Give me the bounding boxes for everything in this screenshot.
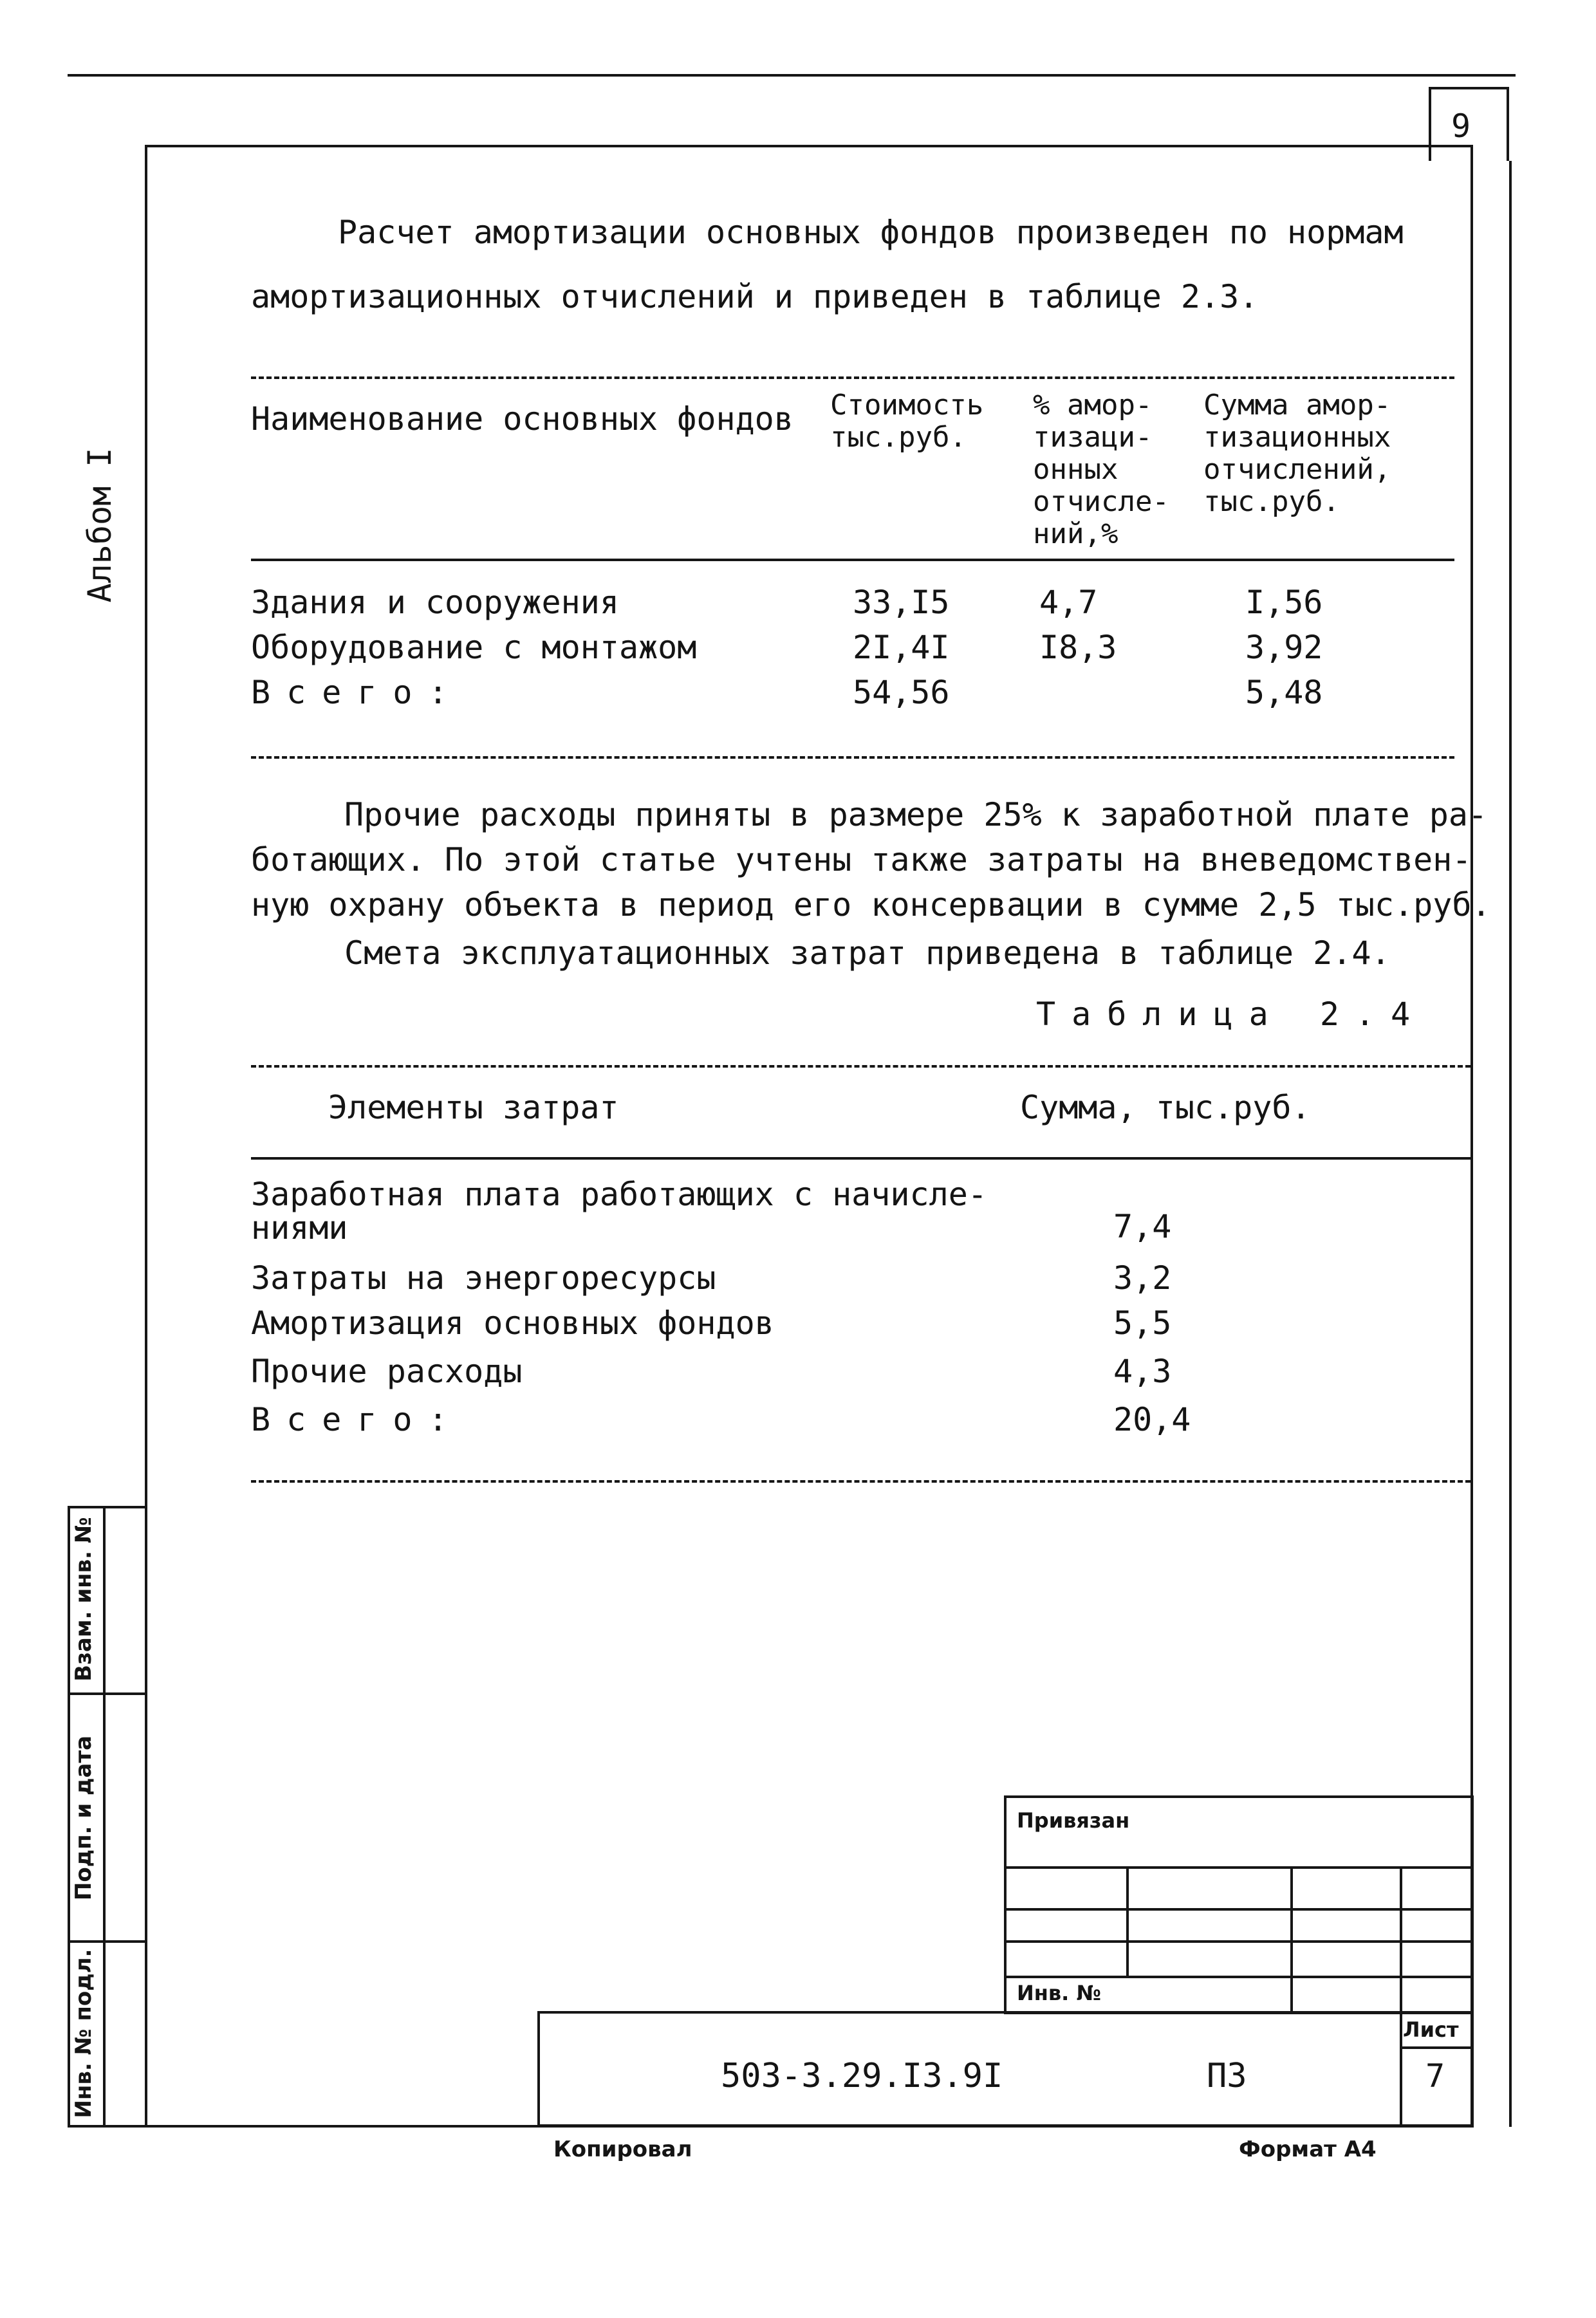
left-strip-top: [68, 1506, 145, 1508]
podp-data-label: Подп. и дата: [71, 1735, 97, 1901]
para2-line-4: Смета эксплуатационных затрат приведена в таблице 2.4.: [344, 934, 1391, 972]
table23-header-sum: [1203, 389, 1391, 518]
privyazan-col1: [1126, 1866, 1129, 1976]
header-pct-line: ний,%: [1033, 517, 1118, 550]
list-label: Лист: [1403, 2017, 1459, 2042]
page-number: 9: [1451, 107, 1471, 145]
left-strip-inner: [103, 1506, 106, 2125]
intro-line-2: амортизационных отчислений и приведен в таблице 2.3.: [251, 278, 1259, 315]
privyazan-rule1: [1004, 1866, 1474, 1869]
table24-header-rule: [251, 1157, 1471, 1160]
table24-row4-element: Прочие расходы: [251, 1353, 523, 1390]
table23-header-name: Наименование основных фондов: [251, 400, 793, 438]
header-cost-line: тыс.руб.: [830, 421, 967, 454]
table23-row2-name: Оборудование с монтажом: [251, 629, 697, 666]
privyazan-label: Привязан: [1017, 1808, 1130, 1833]
table23-bottom-rule: [251, 756, 1454, 759]
table23-total-sum: 5,48: [1245, 674, 1323, 711]
table23-row1-cost: 33,I5: [853, 584, 950, 621]
privyazan-rule3: [1004, 1940, 1474, 1943]
header-sum-line: Сумма амор-: [1203, 389, 1391, 422]
privyazan-col2: [1290, 1866, 1293, 2014]
table24-top-rule: [251, 1065, 1471, 1068]
doc-code: 503-3.29.I3.9I: [721, 2057, 1003, 2095]
table24-header-sum: Сумма, тыс.руб.: [1020, 1089, 1311, 1126]
table24-bottom-rule: [251, 1480, 1471, 1483]
table23-total-cost: 54,56: [853, 674, 950, 711]
inv-podl-label: Инв. № подл.: [71, 1949, 97, 2119]
row-element-line: ниями: [251, 1209, 348, 1247]
footer-copied: Копировал: [553, 2137, 692, 2162]
table24-row1-sum: 7,4: [1113, 1208, 1172, 1245]
sheet-number: 7: [1425, 2057, 1445, 2095]
table24-row1-element: [251, 1178, 987, 1245]
table24-row2-sum: 3,2: [1113, 1259, 1172, 1297]
header-pct-line: тизаци-: [1033, 421, 1153, 454]
row-element-line: Заработная плата работающих с начисле-: [251, 1176, 987, 1213]
doc-type: ПЗ: [1207, 2057, 1247, 2095]
table23-row1-name: Здания и сооружения: [251, 584, 619, 621]
intro-line-1: Расчет амортизации основных фондов произведен по нормам: [338, 214, 1404, 251]
header-pct-line: отчисле-: [1033, 485, 1169, 518]
left-strip-div2: [68, 1940, 145, 1943]
table23-row2-cost: 2I,4I: [853, 629, 950, 666]
privyazan-rule2: [1004, 1908, 1474, 1911]
header-pct-line: % амор-: [1033, 389, 1153, 422]
header-pct-line: онных: [1033, 453, 1118, 486]
frame-left: [145, 145, 147, 2127]
footer-format: Формат А4: [1239, 2137, 1377, 2162]
table24-row4-sum: 4,3: [1113, 1353, 1172, 1390]
header-sum-line: тыс.руб.: [1203, 485, 1340, 518]
table24-caption: Таблица 2.4: [1036, 996, 1427, 1033]
header-cost-line: Стоимость: [830, 389, 984, 422]
inv-no-label: Инв. №: [1017, 1981, 1101, 2005]
title-block-sheet-rule: [1400, 2046, 1474, 2049]
table23-header-pct: [1033, 389, 1169, 550]
table23-header-rule: [251, 559, 1454, 561]
para2-line-1: Прочие расходы приняты в размере 25% к заработной плате ра-: [344, 796, 1488, 833]
table23-row2-pct: I8,3: [1039, 629, 1117, 666]
frame-right-outer: [1509, 161, 1512, 2127]
left-strip-div1: [68, 1692, 145, 1695]
privyazan-col3: [1400, 1866, 1402, 2014]
table23-row1-pct: 4,7: [1039, 584, 1098, 621]
table23-header-cost: [830, 389, 983, 454]
table23-top-rule: [251, 376, 1454, 379]
frame-top: [145, 145, 1471, 147]
table23-row1-sum: I,56: [1245, 584, 1323, 621]
table24-row3-sum: 5,5: [1113, 1304, 1172, 1342]
table24-row2-element: Затраты на энергоресурсы: [251, 1259, 716, 1297]
table23-row2-sum: 3,92: [1245, 629, 1323, 666]
para2-line-3: ную охрану объекта в период его консервации в сумме 2,5 тыс.руб.: [251, 886, 1491, 923]
table24-header-element: Элементы затрат: [328, 1089, 619, 1126]
table24-total-element: Всего:: [251, 1401, 464, 1438]
header-sum-line: отчислений,: [1203, 453, 1391, 486]
privyazan-rule4: [1004, 1976, 1474, 1978]
header-sum-line: тизационных: [1203, 421, 1391, 454]
table24-total-sum: 20,4: [1113, 1401, 1191, 1438]
title-block-sheet-sep: [1400, 2011, 1402, 2127]
vzam-inv-label: Взам. инв. №: [71, 1517, 97, 1682]
table24-row3-element: Амортизация основных фондов: [251, 1304, 774, 1342]
para2-line-2: ботающих. По этой статье учтены также затраты на вневедомствен-: [251, 841, 1472, 878]
table23-total-name: Всего:: [251, 674, 464, 711]
album-label: Альбом I: [81, 447, 118, 603]
title-block: [537, 2011, 1474, 2127]
top-rule: [68, 74, 1516, 77]
